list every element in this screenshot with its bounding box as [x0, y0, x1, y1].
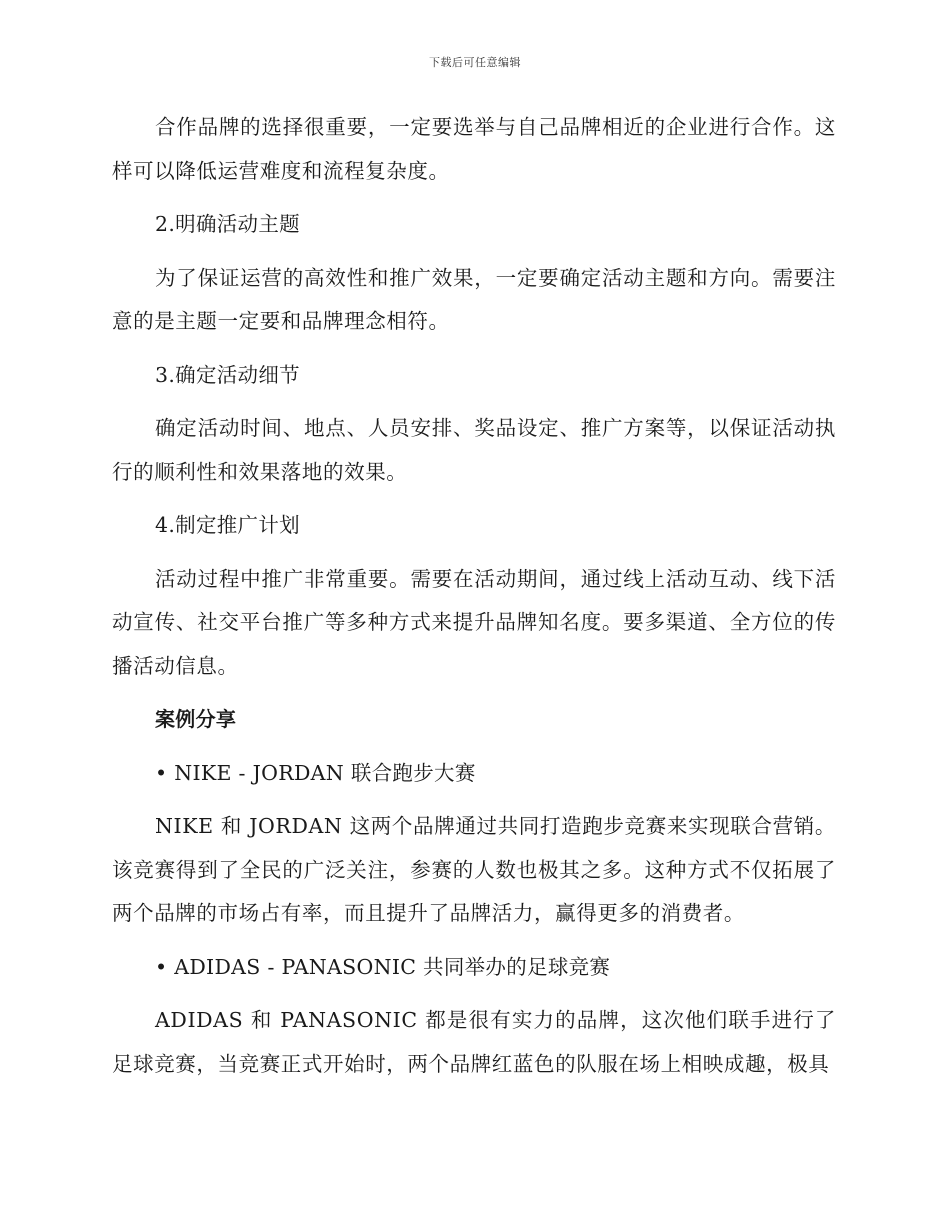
section-heading-promotion: 4.制定推广计划 [155, 513, 300, 537]
paragraph-adidas-panasonic: ADIDAS 和 PANASONIC 都是很有实力的品牌，这次他们联手进行了足球竞赛，当竞赛正式开始时，两个品牌红蓝色的队服在场上相映成趣，极具 [112, 1008, 836, 1076]
case-title-adidas-panasonic: • ADIDAS - PANASONIC 共同举办的足球竞赛 [155, 954, 611, 979]
paragraph-details: 确定活动时间、地点、人员安排、奖品设定、推广方案等，以保证活动执行的顺利性和效果落地的效果。 [112, 416, 836, 484]
paragraph-promotion: 活动过程中推广非常重要。需要在活动期间，通过线上活动互动、线下活动宣传、社交平台推广等多种方式来提升品牌知名度。要多渠道、全方位的传播活动信息。 [112, 566, 836, 678]
section-heading-cases: 案例分享 [155, 707, 237, 731]
paragraph-nike-jordan: NIKE 和 JORDAN 这两个品牌通过共同打造跑步竞赛来实现联合营销。该竞赛得到了全民的广泛关注，参赛的人数也极其之多。这种方式不仅拓展了两个品牌的市场占有率，而且提升了品牌活力，赢得更多的消费者。 [112, 814, 836, 925]
paragraph-partner-selection: 合作品牌的选择很重要，一定要选举与自己品牌相近的企业进行合作。这样可以降低运营难度和流程复杂度。 [112, 115, 836, 183]
case-title-nike-jordan: • NIKE - JORDAN 联合跑步大赛 [155, 760, 476, 785]
section-heading-details: 3.确定活动细节 [155, 362, 300, 387]
page-header: 下载后可任意编辑 [429, 56, 521, 69]
document-body [112, 106, 836, 1096]
paragraph-theme: 为了保证运营的高效性和推广效果，一定要确定活动主题和方向。需要注意的是主题一定要和品牌理念相符。 [112, 265, 836, 333]
section-heading-theme: 2.明确活动主题 [155, 212, 300, 236]
